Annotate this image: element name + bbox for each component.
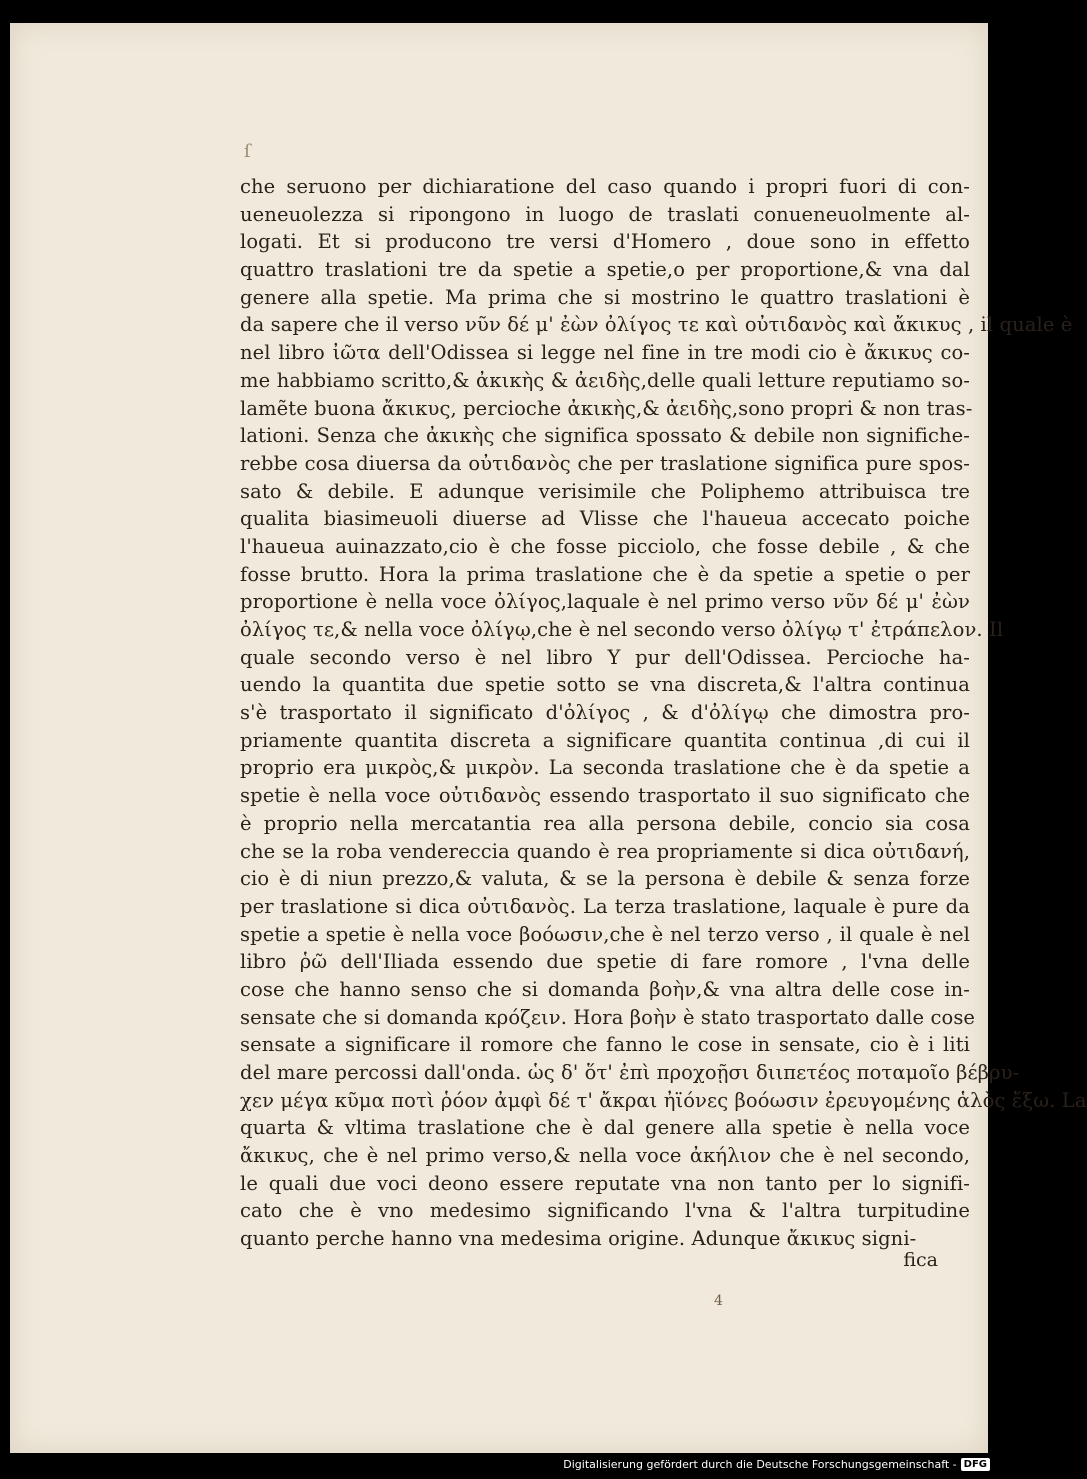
text-line: sato & debile. E adunque verisimile che Poliphemo attribuisca tre bbox=[240, 479, 970, 503]
page-tick-mark: ſ bbox=[244, 141, 251, 162]
text-line: quattro traslationi tre da spetie a spetie,o per proportione,& vna dal bbox=[240, 258, 970, 282]
text-line: ὀλίγος τε,& nella voce ὀλίγῳ,che è nel secondo verso ὀλίγῳ τ' ἐτράπελον. Il bbox=[240, 618, 1004, 641]
text-line: è proprio nella mercatantia rea alla persona debile, concio sia cosa bbox=[240, 811, 970, 835]
text-line: quale secondo verso è nel libro Y pur dell'Odissea. Percioche ha- bbox=[240, 645, 970, 669]
text-line: ueneuolezza si ripongono in luogo de traslati conueneuolmente al- bbox=[240, 202, 970, 226]
text-line: l'haueua auinazzato,cio è che fosse picciolo, che fosse debile , & che bbox=[240, 534, 970, 558]
text-line: χεν μέγα κῦμα ποτὶ ῥόον ἀμφὶ δέ τ' ἄκραι ἠϊόνες βοόωσιν ἐρευγομένης ἁλὸς ἔξω. La bbox=[240, 1088, 1087, 1112]
text-line: nel libro ἰῶτα dell'Odissea si legge nel fine in tre modi cio è ἄκικυς co- bbox=[240, 341, 970, 365]
text-line: priamente quantita discreta a significare quantita continua ,di cui il bbox=[240, 728, 970, 752]
text-line: me habbiamo scritto,& ἀκικὴς & ἀειδὴς,delle quali letture reputiamo so- bbox=[240, 368, 970, 392]
footer-credit-text: Digitalisierung gefördert durch die Deutsche Forschungsgemeinschaft - bbox=[563, 1457, 957, 1471]
text-line: spetie è nella voce οὐτιδανὸς essendo trasportato il suo significato che bbox=[240, 784, 970, 808]
text-line: del mare percossi dall'onda. ὡς δ' ὅτ' ἐπὶ προχοῇσι διιπετέος ποταμοῖο βέβρυ- bbox=[240, 1061, 1020, 1084]
text-line: che seruono per dichiaratione del caso quando i propri fuori di con- bbox=[240, 175, 970, 198]
digitization-footer bbox=[563, 1453, 990, 1475]
text-line: cose che hanno senso che si domanda βοὴν,& vna altra delle cose in- bbox=[240, 977, 970, 1001]
text-line: da sapere che il verso νῦν δέ μ' ἐὼν ὀλίγος τε καὶ οὐτιδανὸς καὶ ἄκικυς , il quale è bbox=[240, 313, 1073, 337]
text-line: proprio era μικρὸς,& μικρὸν. La seconda traslatione che è da spetie a bbox=[240, 756, 970, 780]
catchword: fica bbox=[903, 1249, 938, 1271]
text-line: genere alla spetie. Ma prima che si mostrino le quattro traslationi è bbox=[240, 285, 970, 309]
text-line: che se la roba vendereccia quando è rea propriamente si dica οὐτιδανή, bbox=[240, 839, 970, 863]
text-line: cato che è vno medesimo significando l'vna & l'altra turpitudine bbox=[240, 1199, 970, 1223]
text-line: spetie a spetie è nella voce βοόωσιν,che è nel terzo verso , il quale è nel bbox=[240, 922, 970, 946]
text-line: s'è trasportato il significato d'ὀλίγος , & d'ὀλίγῳ che dimostra pro- bbox=[240, 701, 970, 725]
text-line: sensate che si domanda κρόζειν. Hora βοὴν è stato trasportato dalle cose bbox=[240, 1005, 976, 1029]
text-line: proportione è nella voce ὀλίγος,laquale è nel primo verso νῦν δέ μ' ἐὼν bbox=[240, 590, 970, 614]
page-mark: 4 bbox=[714, 1293, 723, 1309]
text-line: per traslatione si dica οὐτιδανὸς. La terza traslatione, laquale è pure da bbox=[240, 894, 970, 918]
text-line: uendo la quantita due spetie sotto se vna discreta,& l'altra continua bbox=[240, 673, 970, 697]
text-line: lamẽte buona ἄκικυς, percioche ἀκικὴς,& ἀειδὴς,sono propri & non tras- bbox=[240, 396, 973, 420]
text-line: quanto perche hanno vna medesima origine. Adunque ἄκικυς signi- bbox=[240, 1227, 917, 1251]
text-line: qualita biasimeuoli diuerse ad Vlisse che l'haueua accecato poiche bbox=[240, 507, 970, 531]
text-line: lationi. Senza che ἀκικὴς che significa spossato & debile non significhe- bbox=[240, 424, 970, 448]
text-line: le quali due voci deono essere reputate vna non tanto per lo signifi- bbox=[240, 1171, 970, 1195]
text-line: rebbe cosa diuersa da οὐτιδανὸς che per traslatione significa pure spos- bbox=[240, 451, 970, 475]
dfg-logo: DFG bbox=[961, 1458, 990, 1471]
text-line: libro ῥῶ dell'Iliada essendo due spetie di fare romore , l'vna delle bbox=[240, 950, 970, 974]
body-text bbox=[240, 173, 1087, 1253]
text-line: quarta & vltima traslatione che è dal genere alla spetie è nella voce bbox=[240, 1116, 970, 1140]
text-line: fosse brutto. Hora la prima traslatione che è da spetie a spetie o per bbox=[240, 562, 970, 586]
text-line: logati. Et si producono tre versi d'Homero , doue sono in effetto bbox=[240, 230, 970, 254]
text-line: sensate a significare il romore che fanno le cose in sensate, cio è i liti bbox=[240, 1033, 970, 1057]
book-page bbox=[10, 23, 1087, 1453]
text-line: cio è di niun prezzo,& valuta, & se la persona è debile & senza forze bbox=[240, 867, 970, 891]
text-line: ἄκικυς, che è nel primo verso,& nella voce ἀκήλιον che è nel secondo, bbox=[240, 1144, 970, 1168]
